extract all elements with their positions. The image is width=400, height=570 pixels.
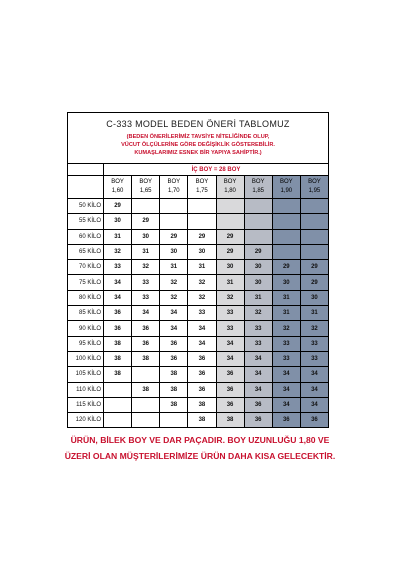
height-value: 1,90 (280, 188, 293, 194)
note-line: (BEDEN ÖNERİLERİMİZ TAVSİYE NİTELİĞİNDE OLUP, (126, 134, 270, 140)
footer-note (40, 432, 360, 464)
height-header-cell (244, 176, 272, 199)
size-cell: 30 (104, 214, 132, 229)
size-cell (132, 413, 160, 428)
size-table (67, 163, 329, 428)
size-cell: 38 (160, 397, 188, 412)
size-cell: 31 (160, 260, 188, 275)
size-cell: 34 (160, 306, 188, 321)
size-cell: 36 (160, 336, 188, 351)
size-cell: 34 (104, 275, 132, 290)
size-cell (188, 199, 216, 214)
size-cell: 34 (216, 351, 244, 366)
size-cell: 30 (244, 275, 272, 290)
height-header-row (68, 176, 329, 199)
table-row (68, 214, 329, 229)
weight-cell: 110 KİLO (68, 382, 104, 397)
size-cell (244, 199, 272, 214)
inner-length-row (68, 164, 329, 176)
size-cell: 30 (132, 229, 160, 244)
weight-cell: 100 KİLO (68, 351, 104, 366)
size-cell: 34 (188, 336, 216, 351)
size-cell: 38 (188, 413, 216, 428)
size-cell (160, 214, 188, 229)
height-header-cell (300, 176, 328, 199)
size-cell: 38 (188, 397, 216, 412)
size-cell: 32 (300, 321, 328, 336)
size-cell: 31 (244, 290, 272, 305)
size-cell: 34 (272, 382, 300, 397)
size-cell (272, 229, 300, 244)
size-cell (244, 214, 272, 229)
size-cell: 34 (160, 321, 188, 336)
table-row (68, 260, 329, 275)
size-cell: 36 (244, 397, 272, 412)
size-cell: 34 (244, 351, 272, 366)
height-header-cell (272, 176, 300, 199)
size-cell: 33 (188, 306, 216, 321)
size-cell: 31 (132, 244, 160, 259)
weight-cell: 85 KİLO (68, 306, 104, 321)
chart-note (70, 133, 326, 157)
table-row (68, 336, 329, 351)
footer-line: ÜRÜN, BİLEK BOY VE DAR PAÇADIR. BOY UZUNLUĞU 1,80 VE (70, 435, 330, 445)
corner-cell (68, 176, 104, 199)
size-cell: 33 (216, 306, 244, 321)
height-value: 1,80 (224, 188, 236, 194)
size-cell (272, 214, 300, 229)
size-cell: 36 (216, 367, 244, 382)
weight-cell: 65 KİLO (68, 244, 104, 259)
size-cell (132, 397, 160, 412)
size-cell: 33 (300, 336, 328, 351)
size-cell: 32 (216, 290, 244, 305)
size-cell (300, 199, 328, 214)
size-cell: 29 (300, 275, 328, 290)
size-cell: 30 (216, 260, 244, 275)
size-cell (244, 229, 272, 244)
corner-cell (68, 164, 104, 176)
size-cell: 36 (104, 321, 132, 336)
size-cell: 36 (244, 413, 272, 428)
size-cell: 33 (272, 351, 300, 366)
size-cell: 38 (104, 351, 132, 366)
size-cell (104, 382, 132, 397)
size-cell: 38 (160, 382, 188, 397)
weight-cell: 55 KİLO (68, 214, 104, 229)
size-cell: 32 (272, 321, 300, 336)
size-cell: 32 (160, 290, 188, 305)
height-value: 1,85 (252, 188, 265, 194)
size-cell: 36 (104, 306, 132, 321)
size-cell (272, 244, 300, 259)
size-cell: 32 (244, 306, 272, 321)
size-cell: 33 (104, 260, 132, 275)
size-cell (300, 244, 328, 259)
size-cell: 34 (244, 367, 272, 382)
height-label: BOY (251, 179, 265, 185)
height-label: BOY (139, 179, 153, 185)
size-cell: 33 (244, 336, 272, 351)
table-row (68, 306, 329, 321)
height-label: BOY (308, 179, 321, 185)
size-cell (160, 199, 188, 214)
size-cell: 32 (132, 260, 160, 275)
weight-cell: 95 KİLO (68, 336, 104, 351)
height-header-cell (160, 176, 188, 199)
chart-header (67, 112, 329, 163)
table-row (68, 351, 329, 366)
weight-cell: 50 KİLO (68, 199, 104, 214)
table-row (68, 413, 329, 428)
height-header-cell (132, 176, 160, 199)
table-row (68, 290, 329, 305)
size-cell: 36 (300, 413, 328, 428)
size-cell: 31 (188, 260, 216, 275)
size-cell: 34 (132, 306, 160, 321)
table-row (68, 229, 329, 244)
size-cell: 38 (216, 413, 244, 428)
weight-cell: 80 KİLO (68, 290, 104, 305)
height-value: 1,60 (111, 188, 124, 194)
size-cell: 36 (132, 321, 160, 336)
size-cell: 29 (160, 229, 188, 244)
size-cell: 33 (244, 321, 272, 336)
height-label: BOY (111, 179, 124, 185)
size-cell: 32 (188, 275, 216, 290)
size-cell: 34 (300, 397, 328, 412)
height-value: 1,75 (196, 188, 208, 194)
size-cell: 29 (272, 260, 300, 275)
height-label: BOY (279, 179, 293, 185)
weight-cell: 115 KİLO (68, 397, 104, 412)
size-cell: 36 (160, 351, 188, 366)
size-cell: 30 (188, 244, 216, 259)
size-cell: 31 (272, 290, 300, 305)
table-row (68, 244, 329, 259)
size-cell (216, 199, 244, 214)
height-label: BOY (223, 179, 237, 185)
table-row (68, 275, 329, 290)
size-cell (300, 214, 328, 229)
height-header-cell (188, 176, 216, 199)
size-cell: 38 (104, 336, 132, 351)
weight-cell: 75 KİLO (68, 275, 104, 290)
size-cell: 34 (300, 367, 328, 382)
size-cell: 34 (272, 397, 300, 412)
size-cell (216, 214, 244, 229)
size-cell: 30 (244, 260, 272, 275)
size-cell: 29 (216, 229, 244, 244)
size-cell: 32 (160, 275, 188, 290)
table-row (68, 321, 329, 336)
size-cell: 31 (300, 306, 328, 321)
size-cell: 29 (216, 244, 244, 259)
size-cell: 33 (132, 290, 160, 305)
size-cell: 31 (104, 229, 132, 244)
size-cell: 32 (188, 290, 216, 305)
inner-length-label: İÇ BOY = 28 BOY (104, 164, 329, 176)
size-cell: 34 (104, 290, 132, 305)
size-cell: 34 (300, 382, 328, 397)
size-cell: 33 (300, 351, 328, 366)
height-value: 1,65 (139, 188, 152, 194)
size-cell: 32 (104, 244, 132, 259)
weight-cell: 120 KİLO (68, 413, 104, 428)
weight-cell: 60 KİLO (68, 229, 104, 244)
table-row (68, 397, 329, 412)
size-cell: 38 (132, 382, 160, 397)
size-cell: 29 (132, 214, 160, 229)
size-cell (272, 199, 300, 214)
size-cell: 38 (132, 351, 160, 366)
size-cell: 36 (188, 367, 216, 382)
size-cell: 29 (188, 229, 216, 244)
table-row (68, 367, 329, 382)
weight-cell: 105 KİLO (68, 367, 104, 382)
size-cell: 34 (188, 321, 216, 336)
size-cell: 30 (300, 290, 328, 305)
weight-cell: 70 KİLO (68, 260, 104, 275)
size-cell: 34 (272, 367, 300, 382)
size-cell: 31 (216, 275, 244, 290)
height-label: BOY (195, 179, 209, 185)
size-cell: 29 (104, 199, 132, 214)
size-cell (300, 229, 328, 244)
size-cell: 38 (160, 367, 188, 382)
chart-title: C-333 MODEL BEDEN ÖNERİ TABLOMUZ (106, 119, 290, 129)
size-cell: 38 (104, 367, 132, 382)
size-cell: 36 (272, 413, 300, 428)
table-row (68, 382, 329, 397)
note-line: KUMAŞLARIMIZ ESNEK BİR YAPIYA SAHİPTİR.) (134, 150, 262, 156)
size-cell (132, 199, 160, 214)
size-cell (160, 413, 188, 428)
size-cell: 34 (216, 336, 244, 351)
size-cell (104, 413, 132, 428)
size-cell: 33 (132, 275, 160, 290)
weight-cell: 90 KİLO (68, 321, 104, 336)
size-chart-card (67, 112, 329, 428)
size-cell: 33 (216, 321, 244, 336)
footer-line: ÜZERİ OLAN MÜŞTERİLERİMİZE ÜRÜN DAHA KISA GELECEKTİR. (64, 451, 336, 461)
height-value: 1,95 (308, 188, 321, 194)
height-value: 1,70 (167, 188, 180, 194)
size-cell: 31 (272, 306, 300, 321)
note-line: VÜCUT ÖLÇÜLERİNE GÖRE DEĞİŞİKLİK GÖSTEREBİLİR. (121, 142, 275, 148)
size-cell: 36 (188, 351, 216, 366)
height-label: BOY (167, 179, 181, 185)
size-cell: 36 (216, 382, 244, 397)
size-cell (104, 397, 132, 412)
size-cell: 36 (188, 382, 216, 397)
size-cell (188, 214, 216, 229)
size-cell (132, 367, 160, 382)
size-cell: 29 (300, 260, 328, 275)
size-cell: 36 (132, 336, 160, 351)
height-header-cell (104, 176, 132, 199)
size-cell: 30 (272, 275, 300, 290)
size-cell: 33 (272, 336, 300, 351)
height-header-cell (216, 176, 244, 199)
size-cell: 29 (244, 244, 272, 259)
size-cell: 30 (160, 244, 188, 259)
table-row (68, 199, 329, 214)
size-cell: 34 (244, 382, 272, 397)
size-cell: 36 (216, 397, 244, 412)
